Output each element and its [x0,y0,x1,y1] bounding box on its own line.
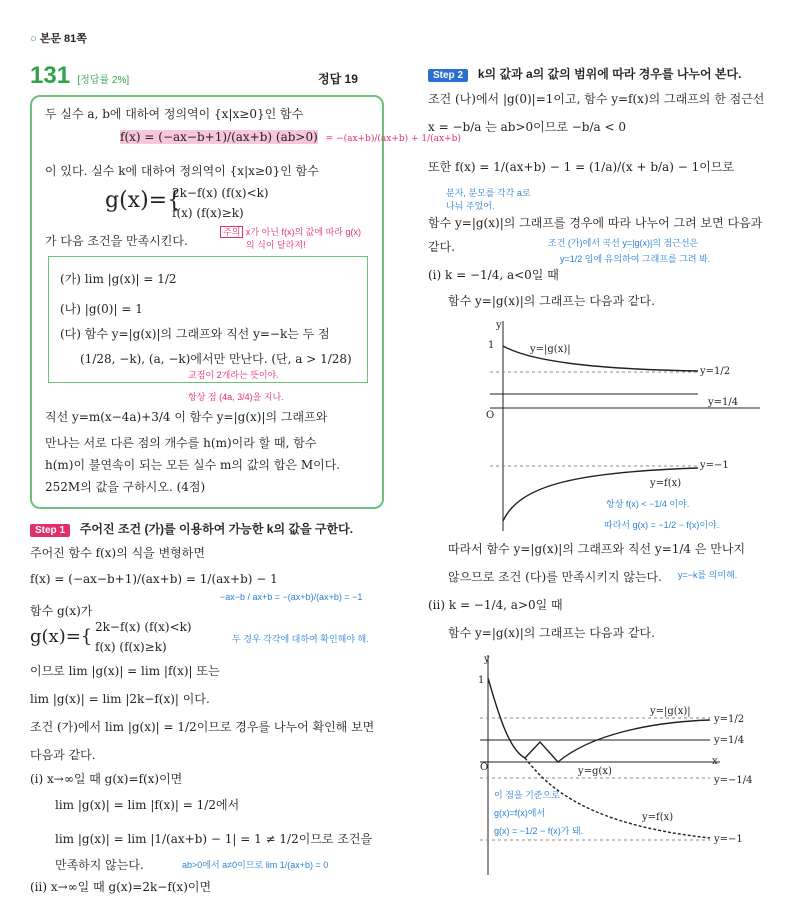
step1-line9: (ⅰ) x→∞일 때 g(x)=f(x)이면 [30,772,183,786]
answer-label: 정답 19 [318,72,358,86]
step1-line2-note: −ax−b / ax+b = −(ax+b)/(ax+b) = −1 [220,592,363,602]
circle-icon: ○ [30,33,37,45]
step1-line5: 이므로 lim |g(x)| = lim |f(x)| 또는 [30,664,220,678]
step2-title: k의 값과 a의 값의 범위에 따라 경우를 나누어 본다. [477,67,742,81]
step2-case2-desc: 함수 y=|g(x)|의 그래프는 다음과 같다. [448,626,655,640]
graph2-note3: g(x) = −1/2 − f(x)가 돼. [494,826,584,836]
step2-after1b: 않으므로 조건 (다)를 만족시키지 않는다. [448,570,662,584]
graph2-g-label: y=g(x) [578,766,612,777]
graph2-absg-label: y=|g(x)| [650,706,691,717]
condition-c2: (1/28, −k), (a, −k)에서만 만난다. (단, a > 1/28) [80,352,352,366]
step2-line5-note2: y=1/2 임에 유의하여 그래프를 그려 봐. [560,254,711,264]
graph2-y1-label: 1 [478,675,485,686]
graph1-curve-f [503,468,698,521]
question-line2: 만나는 서로 다른 점의 개수를 h(m)이라 할 때, 함수 [45,436,317,450]
graph1-minus1-label: y=−1 [700,460,729,471]
step2-after1-note: y=−k를 의미해. [678,570,738,580]
step1-line3: 함수 g(x)가 [30,604,93,618]
step2-line5: 같다. [428,240,455,254]
f-definition [120,130,461,144]
graph1-origin: O [486,410,495,421]
graph2-x-label: x [712,756,718,767]
graph2-minus1-label: y=−1 [714,834,743,845]
step1-title: 주어진 조건 (가)를 이용하여 가능한 k의 값을 구한다. [79,522,354,536]
step2-tag: Step 2 [428,69,468,82]
condition-c: (다) 함수 y=|g(x)|의 그래프와 직선 y=−k는 두 점 [60,327,330,341]
f-def-text: f(x) = (−ax−b+1)/(ax+b) (ab>0) [120,130,318,144]
graph1-note2: 따라서 g(x) = −1/2 − f(x)이야. [604,520,720,530]
graph2-origin: O [480,762,489,773]
graph2-half-label: y=1/2 [714,714,745,725]
step2-case1-desc: 함수 y=|g(x)|의 그래프는 다음과 같다. [448,294,655,308]
step1-header [30,520,353,537]
problem-line3: 가 다음 조건을 만족시킨다. [45,234,188,248]
condition-b: (나) |g(0)| = 1 [60,302,143,316]
step1-g-brace: g(x)={ [30,626,93,647]
caution-text: x가 아닌 f(x)의 값에 따라 g(x)의 식이 달라져! [245,227,361,250]
step1-g-row2: f(x) (f(x)≥k) [95,640,167,654]
question-line3: h(m)이 불연속이 되는 모든 실수 m의 값의 합은 M이다. [45,458,341,472]
caution-tag: 주의 [220,226,243,238]
graph2-mquarter-label: y=−1/4 [714,775,753,786]
step1-line2: f(x) = (−ax−b+1)/(ax+b) = 1/(ax+b) − 1 [30,572,278,586]
step2-line5-note1: 조건 (가)에서 곡선 y=|g(x)|의 점근선은 [548,238,699,248]
step1-line10: lim |g(x)| = lim |f(x)| = 1/2에서 [55,798,240,812]
step1-line11: lim |g(x)| = lim |1/(ax+b) − 1| = 1 ≠ 1/2이므로 조건을 [55,832,373,846]
graph1-f-label: y=f(x) [650,478,682,489]
graph2-curve-absg [488,678,710,762]
f-def-note: = −(ax+b)/(ax+b) + 1/(ax+b) [325,134,461,144]
answer-rate: [정답률 2%] [77,75,130,86]
line-note: 항상 점 (4a, 3/4)을 지나. [188,392,284,402]
graph2-f-label: y=f(x) [642,812,674,823]
step1-line13: (ⅱ) x→∞일 때 g(x)=2k−f(x)이면 [30,880,212,894]
step1-g-note: 두 경우 각각에 대하여 확인해야 해. [232,634,369,644]
step1-g-row1: 2k−f(x) (f(x)<k) [95,620,192,634]
step2-line3-note: 분자, 분모를 각각 a로 나눠 주었어. [446,188,531,211]
question-line1: 직선 y=m(x−4a)+3/4 이 함수 y=|g(x)|의 그래프와 [45,410,328,424]
condition-a: (가) lim |g(x)| = 1/2 [60,272,177,286]
step1-line6: lim |g(x)| = lim |2k−f(x)| 이다. [30,692,210,706]
step1-line12: 만족하지 않는다. [55,858,144,872]
step1-line8: 다음과 같다. [30,748,96,762]
graph1-note1: 항상 f(x) < −1/4 이야. [606,499,690,509]
graph2-quarter-label: y=1/4 [714,735,745,746]
problem-header [30,62,129,90]
step2-line1: 조건 (나)에서 |g(0)|=1이고, 함수 y=f(x)의 그래프의 한 점근선 [428,92,765,106]
page-ref [30,30,87,46]
graph1-y-label: y [496,320,502,331]
graph1-y1-label: 1 [488,340,495,351]
graph2-y-label: y [484,654,490,665]
g-brace: g(x)={ [105,188,182,213]
graph1-half-label: y=1/2 [700,366,731,377]
problem-intro: 두 실수 a, b에 대하여 정의역이 {x|x≥0}인 함수 [45,107,304,121]
problem-line2: 이 있다. 실수 k에 대하여 정의역이 {x|x≥0}인 함수 [45,164,319,178]
graph1-quarter-label: y=1/4 [708,397,739,408]
step2-header [428,65,741,82]
step2-line2: x = −b/a 는 ab>0이므로 −b/a < 0 [428,120,626,134]
caution-note [220,225,366,251]
step2-line4: 함수 y=|g(x)|의 그래프를 경우에 따라 나누어 그려 보면 다음과 [428,216,763,230]
graph2 [470,650,770,880]
step1-line1: 주어진 함수 f(x)의 식을 변형하면 [30,546,205,560]
step2-case1: (ⅰ) k = −1/4, a<0일 때 [428,268,559,282]
condition-c-note: 교점이 2개라는 뜻이야. [188,370,279,380]
question-line4: 252M의 값을 구하시오. (4점) [45,480,206,494]
g-row2: f(x) (f(x)≥k) [172,206,244,220]
step1-line12-note: ab>0에서 a≠0이므로 lim 1/(ax+b) = 0 [182,860,329,870]
page-ref-text: 본문 81쪽 [39,33,87,45]
step2-case2: (ⅱ) k = −1/4, a>0일 때 [428,598,563,612]
problem-number: 131 [30,62,71,89]
step1-line7: 조건 (가)에서 lim |g(x)| = 1/2이므로 경우를 나누어 확인해 보면 [30,720,375,734]
g-row1: 2k−f(x) (f(x)<k) [172,186,269,200]
graph1-absg-label: y=|g(x)| [530,344,571,355]
graph2-note2: g(x)=f(x)에서 [494,808,546,818]
step1-tag: Step 1 [30,524,70,537]
graph2-note1: 이 점을 기준으로 [494,790,560,800]
step2-line3: 또한 f(x) = 1/(ax+b) − 1 = (1/a)/(x + b/a) − 1이므로 [428,160,734,174]
step2-after1a: 따라서 함수 y=|g(x)|의 그래프와 직선 y=1/4 은 만나지 [448,542,746,556]
